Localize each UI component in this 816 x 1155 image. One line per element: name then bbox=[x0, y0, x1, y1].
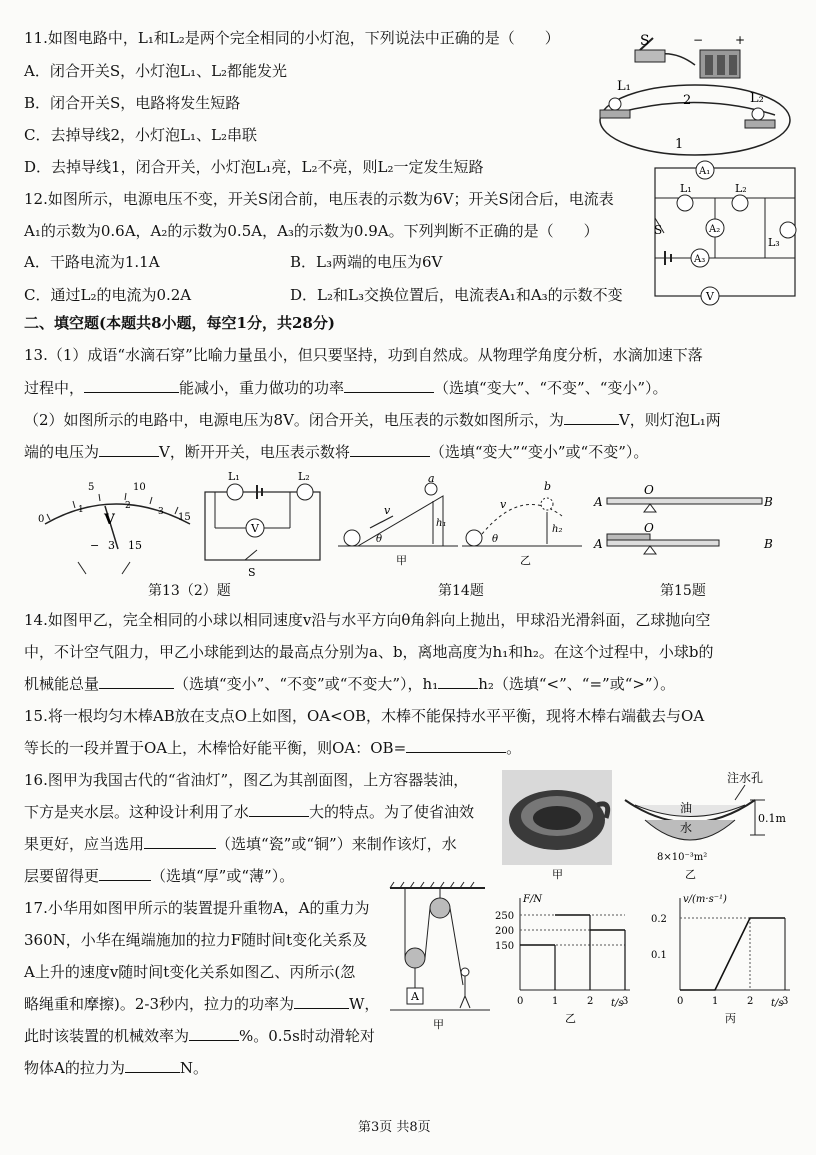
q12-option-a: A．干路电流为1.1A bbox=[24, 253, 160, 271]
velocity-chart-line bbox=[680, 918, 785, 990]
velocity-chart-xlabel: t/s bbox=[771, 998, 784, 1009]
q17-label-bing: 丙 bbox=[725, 1012, 736, 1025]
q14-line2: 中，不计空气阻力，甲乙小球能到达的最高点分别为a、b，离地高度为h₁和h₂。在这个过程中，小球b的 bbox=[24, 643, 714, 661]
q14-label-v-jia: v bbox=[384, 504, 391, 517]
q11-circuit-figure bbox=[595, 30, 795, 160]
q14-projectile-figure-yi bbox=[462, 476, 587, 568]
q17-label-jia: 甲 bbox=[433, 1018, 444, 1030]
q13-blank-4[interactable] bbox=[99, 442, 159, 457]
q16-line3-b: （选填“瓷”或“铜”）来制作该灯，水 bbox=[216, 835, 457, 853]
meter-tick-5: 5 bbox=[88, 482, 95, 493]
meter-tick-2: 2 bbox=[125, 501, 131, 511]
q13-line4-a: 端的电压为 bbox=[24, 443, 100, 461]
q16-label-water: 水 bbox=[680, 821, 693, 835]
q17-force-time-chart bbox=[495, 890, 640, 1025]
q15-label-b-bottom: B bbox=[764, 537, 773, 551]
q15-lever-figure bbox=[592, 480, 777, 570]
q14-line3 bbox=[24, 674, 675, 694]
q14-label-theta-jia: θ bbox=[376, 534, 383, 545]
q16-label-area: 8×10⁻³m² bbox=[657, 852, 708, 863]
q16-blank-2[interactable] bbox=[144, 834, 216, 849]
q14-incline-figure-jia bbox=[338, 476, 463, 568]
q12-label-l2: L₂ bbox=[735, 182, 747, 195]
q17-velocity-time-chart bbox=[645, 890, 800, 1025]
q11-label-l1: L₁ bbox=[617, 79, 631, 94]
q16-blank-1[interactable] bbox=[249, 802, 309, 817]
q13-blank-1[interactable] bbox=[84, 378, 179, 393]
q15-label-a-top: A bbox=[594, 495, 603, 509]
q16-label-yi: 乙 bbox=[685, 868, 696, 881]
velocity-chart-xtick: 1 bbox=[712, 996, 719, 1007]
force-chart-ytick: 200 bbox=[495, 926, 515, 937]
q11-label-wire1: 1 bbox=[675, 137, 684, 152]
q14-label-v-yi: v bbox=[500, 498, 507, 511]
q16-label-oil: 油 bbox=[680, 801, 693, 815]
q15-line2-a: 等长的一段并置于OA上，木棒恰好能平衡，则OA：OB= bbox=[24, 739, 407, 757]
q12-line1: 12.如图所示，电源电压不变，开关S闭合前，电压表的示数为6V；开关S闭合后，电流表 bbox=[24, 190, 614, 208]
q13-line3-a: （2）如图所示的电路中，电源电压为8V。闭合开关，电压表的示数如图所示，为 bbox=[24, 411, 564, 429]
q15-line1: 15.将一根均匀木棒AB放在支点O上如图，OA<OB，木棒不能保持水平平衡，现将木棒右端截去与OA bbox=[24, 707, 705, 725]
q13-circuit-figure bbox=[195, 470, 330, 580]
q14-blank-1[interactable] bbox=[99, 674, 174, 689]
q14-label-theta-yi: θ bbox=[492, 534, 499, 545]
meter-tick-15: 15 bbox=[178, 512, 191, 523]
q14-label-a: a bbox=[428, 476, 435, 485]
q15-blank-1[interactable] bbox=[406, 738, 506, 753]
meter-tick-10: 10 bbox=[133, 482, 146, 493]
q14-line3-a: 机械能总量 bbox=[24, 675, 100, 693]
q17-line5 bbox=[24, 1026, 375, 1046]
meter-terminal-15: 15 bbox=[128, 539, 142, 552]
q12-circuit-figure bbox=[650, 158, 800, 308]
meter-tick-3: 3 bbox=[158, 507, 164, 517]
q14-line3-c: h₂（选填“<”、“=”或“>”）。 bbox=[478, 675, 676, 693]
q13-line3-b: V，则灯泡L₁两 bbox=[618, 411, 721, 429]
velocity-chart-xtick: 0 bbox=[677, 996, 684, 1007]
q13-voltmeter-dial bbox=[30, 474, 200, 579]
q16-line2 bbox=[24, 802, 474, 822]
q17-pulley-figure bbox=[385, 880, 495, 1030]
q13-circuit-v: V bbox=[251, 522, 259, 535]
q12-option-b: B．L₃两端的电压为6V bbox=[290, 253, 443, 271]
velocity-chart-ylabel: v/(m·s⁻¹) bbox=[683, 894, 727, 905]
q13-line4-c: （选填“变大”“变小”或“不变”）。 bbox=[429, 443, 649, 461]
q11-label-plus: + bbox=[735, 33, 746, 47]
q12-label-a2: A₂ bbox=[709, 224, 721, 235]
q11-label-minus: − bbox=[693, 33, 704, 47]
q17-line4 bbox=[24, 994, 379, 1014]
q11-stem: 11.如图电路中，L₁和L₂是两个完全相同的小灯泡，下列说法中正确的是（ ） bbox=[24, 29, 560, 47]
q17-line5-b: %。0.5s时动滑轮对 bbox=[239, 1027, 375, 1045]
q16-line4 bbox=[24, 866, 294, 886]
caption-13-2: 第13（2）题 bbox=[148, 583, 231, 599]
meter-unit-v: V bbox=[104, 512, 115, 528]
q14-label-jia: 甲 bbox=[396, 554, 407, 567]
force-chart-ytick: 150 bbox=[495, 941, 515, 952]
q17-blank-3[interactable] bbox=[125, 1058, 180, 1073]
q13-line3 bbox=[24, 410, 721, 430]
q16-line1: 16.图甲为我国古代的“省油灯”，图乙为其剖面图，上方容器装油， bbox=[24, 771, 469, 789]
q16-blank-3[interactable] bbox=[99, 866, 151, 881]
force-chart-xtick: 0 bbox=[517, 996, 524, 1007]
q16-line2-a: 下方是夹水层。这种设计利用了水 bbox=[24, 803, 250, 821]
q16-lamp-section bbox=[615, 770, 810, 882]
caption-14: 第14题 bbox=[438, 583, 484, 599]
q15-label-b-top: B bbox=[764, 495, 773, 509]
q17-line5-a: 此时该装置的机械效率为 bbox=[24, 1027, 190, 1045]
page-footer: 第3页 共8页 bbox=[358, 1120, 431, 1135]
q12-line2: A₁的示数为0.6A，A₂的示数为0.5A，A₃的示数为0.9A。下列判断不正确的是（ ） bbox=[24, 222, 599, 240]
q14-label-yi: 乙 bbox=[520, 554, 531, 567]
q12-label-l3: L₃ bbox=[768, 236, 780, 249]
q16-line2-b: 大的特点。为了使省油效 bbox=[309, 803, 475, 821]
velocity-chart-xtick: 2 bbox=[747, 996, 754, 1007]
q17-line4-a: 略绳重和摩擦)。2-3秒内，拉力的功率为 bbox=[24, 995, 295, 1013]
q15-line2 bbox=[24, 738, 521, 758]
q11-label-s: S bbox=[640, 33, 650, 49]
q16-lamp-photo bbox=[502, 770, 612, 880]
q16-label-jia: 甲 bbox=[552, 868, 563, 880]
q16-line3 bbox=[24, 834, 457, 854]
q12-label-v: V bbox=[706, 290, 714, 303]
q13-blank-2[interactable] bbox=[344, 378, 434, 393]
q17-blank-1[interactable] bbox=[294, 994, 349, 1009]
q17-line1: 17.小华用如图甲所示的装置提升重物A，A的重力为 bbox=[24, 899, 370, 917]
q16-line3-a: 果更好，应当选用 bbox=[24, 835, 145, 853]
q13-line4 bbox=[24, 442, 648, 462]
velocity-chart-ytick: 0.2 bbox=[651, 914, 667, 925]
force-chart-xtick: 1 bbox=[552, 996, 559, 1007]
q12-label-l1: L₁ bbox=[680, 182, 692, 195]
q12-label-a1: A₁ bbox=[699, 166, 711, 177]
q11-label-l2: L₂ bbox=[750, 91, 764, 106]
q17-label-a: A bbox=[411, 990, 419, 1003]
q13-line2-b: 能减小，重力做功的功率 bbox=[179, 379, 345, 397]
q11-label-wire2: 2 bbox=[683, 93, 692, 108]
q13-line4-b: V，断开开关，电压表示数将 bbox=[159, 443, 350, 461]
q11-option-d: D．去掉导线1，闭合开关，小灯泡L₁亮，L₂不亮，则L₂一定发生短路 bbox=[24, 158, 484, 176]
q17-line2: 360N，小华在绳端施加的拉力F随时间t变化关系及 bbox=[24, 931, 368, 949]
q14-line3-b: （选填“变小”、“不变”或“不变大”），h₁ bbox=[174, 675, 439, 693]
q13-blank-3[interactable] bbox=[564, 410, 619, 425]
force-chart-xtick: 2 bbox=[587, 996, 594, 1007]
q11-option-c: C．去掉导线2，小灯泡L₁、L₂串联 bbox=[24, 126, 257, 144]
section-2-title: 二、填空题(本题共8小题，每空1分，共28分) bbox=[24, 314, 335, 332]
q14-label-h1: h₁ bbox=[436, 518, 447, 529]
velocity-chart-xtick: 3 bbox=[782, 996, 789, 1007]
q13-line1: 13.（1）成语“水滴石穿”比喻力量虽小，但只要坚持，功到自然成。从物理学角度分析，水滴加速下落 bbox=[24, 346, 703, 364]
velocity-chart-ytick: 0.1 bbox=[651, 950, 667, 961]
meter-tick-0: 0 bbox=[38, 514, 45, 525]
q12-option-c: C．通过L₂的电流为0.2A bbox=[24, 286, 192, 304]
q15-label-o-bottom: O bbox=[644, 521, 654, 535]
q17-blank-2[interactable] bbox=[189, 1026, 239, 1041]
q17-line6-a: 物体A的拉力为 bbox=[24, 1059, 125, 1077]
force-chart-ytick: 250 bbox=[495, 911, 515, 922]
q16-line4-a: 层要留得更 bbox=[24, 867, 100, 885]
q14-label-h2: h₂ bbox=[552, 524, 563, 535]
q13-blank-5[interactable] bbox=[350, 442, 430, 457]
meter-tick-1: 1 bbox=[78, 505, 84, 515]
force-chart-xlabel: t/s bbox=[611, 998, 624, 1009]
q17-line4-b: W， bbox=[349, 995, 380, 1013]
q12-option-d: D．L₂和L₃交换位置后，电流表A₁和A₃的示数不变 bbox=[290, 286, 623, 304]
q14-line1: 14.如图甲乙，完全相同的小球以相同速度v沿与水平方向θ角斜向上抛出，甲球沿光滑斜面，乙球抛向空 bbox=[24, 611, 711, 629]
q17-line3: A上升的速度v随时间t变化关系如图乙、丙所示(忽 bbox=[24, 963, 356, 981]
q17-line6-b: N。 bbox=[179, 1059, 208, 1077]
q13-line2-a: 过程中， bbox=[24, 379, 85, 397]
q15-label-o-top: O bbox=[644, 483, 654, 497]
q13-circuit-l2: L₂ bbox=[298, 470, 310, 483]
q12-label-s: S bbox=[654, 223, 663, 237]
meter-terminal-3: 3 bbox=[108, 539, 115, 552]
q16-line4-b: （选填“厚”或“薄”）。 bbox=[151, 867, 295, 885]
q17-label-yi: 乙 bbox=[565, 1012, 576, 1025]
q13-line2-c: （选填“变大”、“不变”、“变小”）。 bbox=[434, 379, 668, 397]
q11-option-a: A．闭合开关S，小灯泡L₁、L₂都能发光 bbox=[24, 62, 288, 80]
force-chart-ylabel: F/N bbox=[523, 894, 543, 905]
q16-label-hole: 注水孔 bbox=[727, 771, 764, 785]
q14-label-b: b bbox=[544, 480, 552, 493]
q17-line6 bbox=[24, 1058, 208, 1078]
q15-line2-b: 。 bbox=[506, 739, 522, 757]
q15-label-a-bottom: A bbox=[594, 537, 603, 551]
q12-label-a3: A₃ bbox=[694, 254, 706, 265]
q13-circuit-l1: L₁ bbox=[228, 470, 240, 483]
meter-terminal-minus: − bbox=[90, 539, 100, 552]
caption-15: 第15题 bbox=[660, 583, 706, 599]
q13-circuit-s: S bbox=[248, 566, 256, 579]
q11-option-b: B．闭合开关S，电路将发生短路 bbox=[24, 94, 241, 112]
q14-blank-2[interactable] bbox=[438, 674, 478, 689]
q13-line2 bbox=[24, 378, 668, 398]
force-chart-xtick: 3 bbox=[622, 996, 629, 1007]
q16-label-height: 0.1m bbox=[758, 812, 786, 825]
